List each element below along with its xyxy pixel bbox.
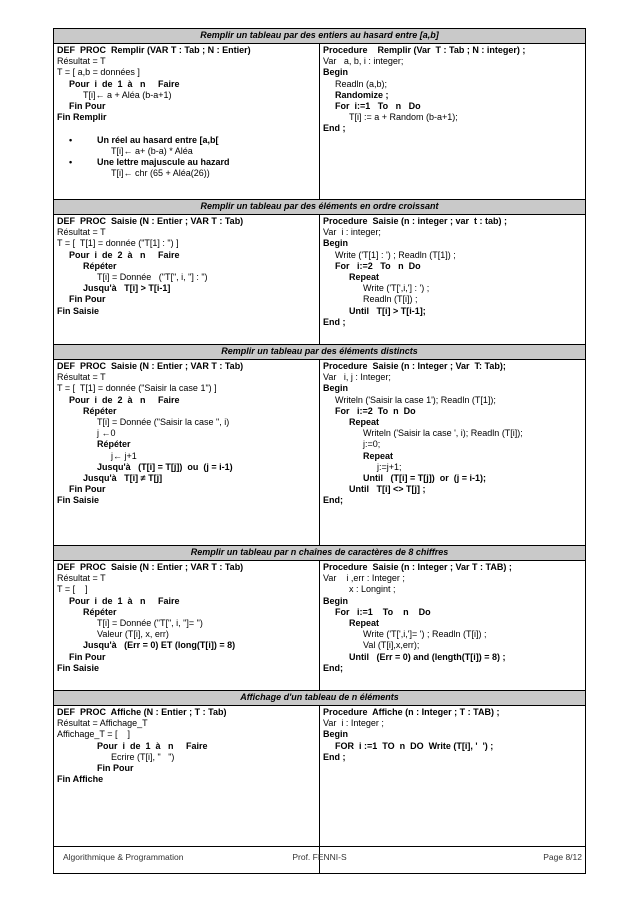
section-table — [53, 28, 586, 200]
bullet-text: Un réel au hasard entre [a,b[ — [97, 134, 219, 145]
code-line: Résultat = Affichage_T — [57, 718, 148, 729]
code-line: For i:=1 To n Do — [335, 606, 431, 617]
section-title: Remplir un tableau par n chaînes de caractères de 8 chiffres — [54, 546, 586, 561]
pascal-column — [320, 360, 586, 546]
pascal-column — [320, 561, 586, 691]
code-line: Jusqu'à (Err = 0) ET (long(T[i]) = 8) — [83, 640, 236, 651]
code-line: For i:=1 To n Do — [335, 101, 421, 112]
code-line: FOR i :=1 TO n DO Write (T[i], ' ') ; — [335, 740, 494, 751]
code-line: Until (T[i] = T[j]) or (j = i-1); — [363, 473, 486, 484]
code-line: Procedure Saisie (n : Integer ; Var T : TAB) ; — [323, 562, 512, 572]
code-line: Writeln ('Saisir la case 1'); Readln (T[1]); — [335, 394, 496, 405]
code-line: Répéter — [83, 260, 117, 271]
section-table — [53, 545, 586, 691]
algorithm-column — [54, 44, 320, 200]
code-line: Fin Pour — [69, 651, 106, 662]
page-footer — [53, 846, 586, 863]
code-line: Procedure Remplir (Var T : Tab ; N : integer) ; — [323, 45, 526, 55]
code-line: End ; — [323, 123, 346, 134]
code-line: j← j+1 — [111, 450, 137, 461]
code-line: DEF PROC Remplir (VAR T : Tab ; N : Entier) — [57, 45, 251, 55]
code-line: Résultat = T — [57, 372, 106, 383]
code-line: Var i : integer; — [323, 227, 381, 238]
code-line: For i:=2 To n Do — [335, 405, 416, 416]
algorithm-column — [54, 215, 320, 345]
code-line: Until T[i] <> T[j] ; — [349, 484, 426, 495]
code-line: Begin — [323, 729, 349, 740]
code-line: Randomize ; — [335, 89, 389, 100]
code-line: Var i ,err : Integer ; — [323, 573, 405, 584]
code-line: x : Longint ; — [349, 584, 396, 595]
code-line: DEF PROC Saisie (N : Entier ; VAR T : Tab) — [57, 216, 244, 226]
code-line: Val (T[i],x,err); — [363, 640, 420, 651]
code-line: Résultat = T — [57, 56, 106, 67]
section-table — [53, 344, 586, 546]
code-line: T = [ T[1] = donnée ("Saisir la case 1") ] — [57, 383, 217, 394]
code-line: Pour i de 1 à n Faire — [69, 78, 180, 89]
code-line: Write ('T[1] : ') ; Readln (T[1]) ; — [335, 249, 456, 260]
code-line: Pour i de 1 à n Faire — [69, 595, 180, 606]
footer-author: Prof. FENNI-S — [292, 852, 347, 862]
code-line: End; — [323, 662, 343, 673]
code-line: Procedure Affiche (n : Integer ; T : TAB) ; — [323, 707, 500, 717]
code-line: Fin Saisie — [57, 305, 100, 316]
code-line: Until T[i] > T[i-1]; — [349, 305, 426, 316]
code-line: Répéter — [83, 405, 117, 416]
code-line: Begin — [323, 595, 349, 606]
code-line: Ecrire (T[i], " ") — [111, 751, 175, 762]
code-line: T = [ ] — [57, 584, 88, 595]
code-line: T[i] = Donnée ("T[", i, "] : ") — [97, 272, 208, 283]
code-line: Fin Pour — [69, 294, 106, 305]
code-line: T[i] = Donnée ("T[", i, "]= ") — [97, 618, 203, 629]
bullet-line — [57, 157, 316, 168]
code-line: Writeln ('Saisir la case ', i); Readln (T[i]); — [363, 428, 523, 439]
section-table — [53, 199, 586, 345]
code-line: DEF PROC Saisie (N : Entier ; VAR T : Tab) — [57, 562, 244, 572]
code-line: Fin Saisie — [57, 662, 100, 673]
code-line: Repeat — [363, 450, 394, 461]
code-line: Until (Err = 0) and (length(T[i]) = 8) ; — [349, 651, 506, 662]
code-line: Résultat = T — [57, 573, 106, 584]
code-line: Fin Pour — [97, 763, 134, 774]
code-line: Write ('T[',i,'] : ') ; — [363, 283, 430, 294]
bullet-icon: • — [69, 157, 73, 168]
code-line: Begin — [323, 67, 349, 78]
section-title: Remplir un tableau par des éléments en ordre croissant — [54, 200, 586, 215]
code-line: T = [ a,b = données ] — [57, 67, 140, 78]
code-line: Répéter — [83, 606, 117, 617]
code-line: Pour i de 2 à n Faire — [69, 249, 180, 260]
code-line: Write ('T[',i,']= ') ; Readln (T[i]) ; — [363, 629, 487, 640]
algorithm-column — [54, 360, 320, 546]
code-line: Jusqu'à T[i] > T[i-1] — [83, 283, 171, 294]
code-line: j:=j+1; — [377, 461, 402, 472]
code-line: T[i]← a + Aléa (b-a+1) — [83, 89, 172, 100]
bullet-line — [57, 135, 316, 146]
code-line: Readln (T[i]) ; — [363, 294, 418, 305]
code-line: Pour i de 2 à n Faire — [69, 394, 180, 405]
code-line: DEF PROC Affiche (N : Entier ; T : Tab) — [57, 707, 227, 717]
code-line: Fin Remplir — [57, 112, 107, 123]
code-line: Fin Affiche — [57, 774, 104, 785]
code-line: Begin — [323, 238, 349, 249]
code-line: Repeat — [349, 272, 380, 283]
code-line: T = [ T[1] = donnée ("T[1] : ") ] — [57, 238, 179, 249]
section-title: Remplir un tableau par des éléments distincts — [54, 345, 586, 360]
code-line: Pour i de 1 à n Faire — [97, 740, 208, 751]
code-line: End; — [323, 495, 343, 506]
code-line: End ; — [323, 316, 346, 327]
section-title: Affichage d'un tableau de n éléments — [54, 691, 586, 706]
algorithm-column — [54, 561, 320, 691]
code-line: T[i] := a + Random (b-a+1); — [349, 112, 458, 123]
code-line: Repeat — [349, 618, 380, 629]
code-line: T[i]← chr (65 + Aléa(26)) — [111, 168, 210, 179]
document-page — [53, 28, 586, 874]
code-line: T[i]← a+ (b-a) * Aléa — [111, 145, 193, 156]
code-line: Repeat — [349, 417, 380, 428]
code-line: Readln (a,b); — [335, 78, 388, 89]
code-line: T[i] = Donnée ("Saisir la case ", i) — [97, 417, 230, 428]
code-line: DEF PROC Saisie (N : Entier ; VAR T : Tab) — [57, 361, 244, 371]
code-line: For i:=2 To n Do — [335, 260, 421, 271]
code-line — [57, 123, 316, 134]
code-line: Jusqu'à (T[i] = T[j]) ou (j = i-1) — [97, 461, 233, 472]
bullet-icon: • — [69, 134, 73, 145]
code-line: Procedure Saisie (n : integer ; var t : tab) ; — [323, 216, 508, 226]
code-line: j ←0 — [97, 428, 116, 439]
code-line: End ; — [323, 751, 346, 762]
code-line: Fin Pour — [69, 484, 106, 495]
code-line: Fin Saisie — [57, 495, 100, 506]
code-line: Var i, j : Integer; — [323, 372, 391, 383]
pascal-column — [320, 215, 586, 345]
footer-course-title: Algorithmique & Programmation — [63, 852, 184, 862]
footer-page-number: Page 8/12 — [543, 852, 582, 862]
code-line: Var i : Integer ; — [323, 718, 384, 729]
code-line: j:=0; — [363, 439, 381, 450]
code-line: Var a, b, i : integer; — [323, 56, 404, 67]
code-line: Résultat = T — [57, 227, 106, 238]
code-line: Begin — [323, 383, 349, 394]
code-line: Valeur (T[i], x, err) — [97, 629, 169, 640]
code-line: Jusqu'à T[i] ≠ T[j] — [83, 473, 163, 484]
code-line: Répéter — [97, 439, 131, 450]
code-line: Affichage_T = [ ] — [57, 729, 130, 740]
code-line: Procedure Saisie (n : Integer ; Var T: Tab); — [323, 361, 506, 371]
pascal-column — [320, 44, 586, 200]
bullet-text: Une lettre majuscule au hazard — [97, 157, 230, 168]
section-title: Remplir un tableau par des entiers au hasard entre [a,b] — [54, 29, 586, 44]
code-line: Fin Pour — [69, 101, 106, 112]
